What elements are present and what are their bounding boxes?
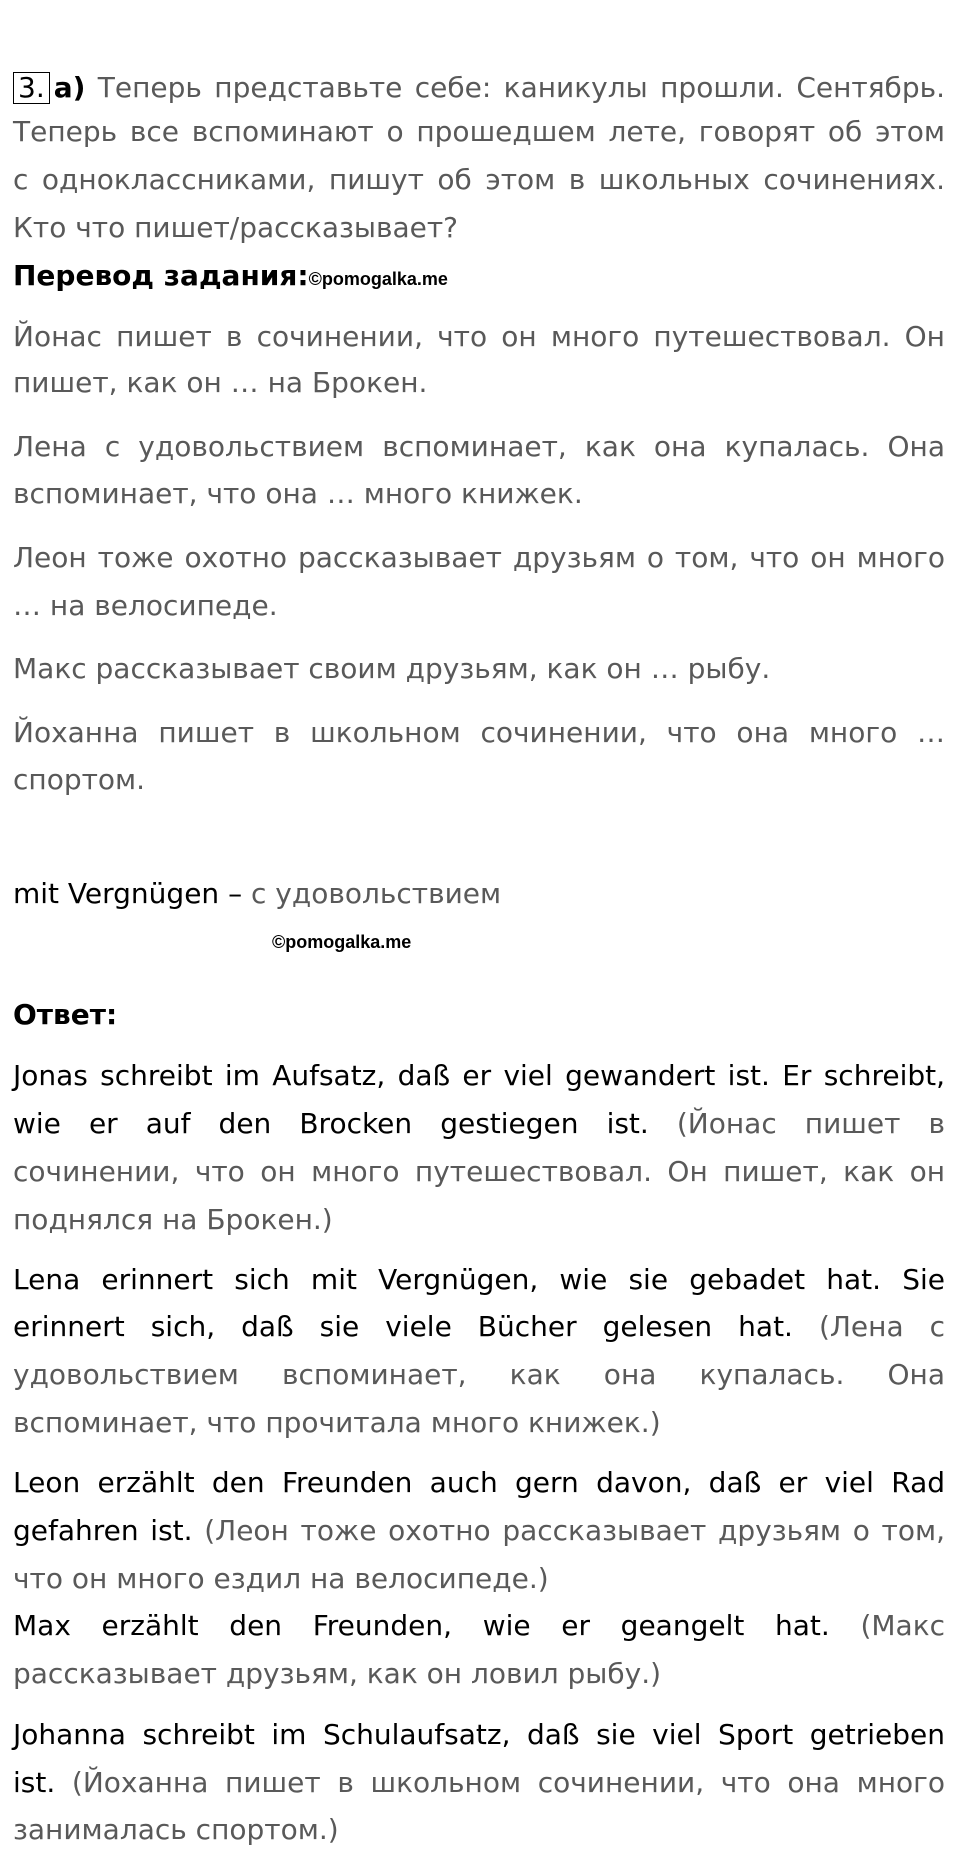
translation-line: спортом.	[13, 763, 146, 796]
answer-de-line: Lena erinnert sich mit Vergnügen, wie sie gebadet hat. Sie	[13, 1263, 945, 1296]
answer-de-line: Johanna schreibt im Schulaufsatz, daß sie viel Sport getrieben	[13, 1718, 945, 1751]
answer-heading: Ответ:	[13, 998, 118, 1031]
answer-ru-line: сочинении, что он много путешествовал. Он пишет, как он	[13, 1155, 945, 1188]
translation-line: Макс рассказывает своим друзьям, как он … рыбу.	[13, 652, 771, 685]
answer-ru-line: рассказывает друзьям, как он ловил рыбу.)	[13, 1657, 662, 1690]
translation-heading-row	[13, 259, 945, 296]
answer-de-line: wie er auf den Brocken gestiegen ist. (Йонас пишет в	[13, 1107, 945, 1140]
answer-ru-line: вспоминает, что прочитала много книжек.)	[13, 1406, 661, 1439]
vocab-meaning: с удовольствием	[250, 877, 502, 910]
answer-ru-line: удовольствием вспоминает, как она купалась. Она	[13, 1358, 945, 1391]
answer-de-line: gefahren ist. (Леон тоже охотно рассказывает друзьям о том,	[13, 1514, 945, 1547]
task-line-2: Теперь все вспоминают о прошедшем лете, говорят об этом	[13, 115, 945, 148]
translation-line: Леон тоже охотно рассказывает друзьям о том, что он много	[13, 541, 945, 574]
watermark: ©pomogalka.me	[272, 932, 412, 952]
answer-de-line: erinnert sich, daß sie viele Bücher gelesen hat. (Лена с	[13, 1310, 945, 1343]
translation-line: Лена с удовольствием вспоминает, как она купалась. Она	[13, 430, 945, 463]
translation-line: Йонас пишет в сочинении, что он много путешествовал. Он	[13, 320, 945, 353]
vocab-term: mit Vergnügen –	[13, 877, 243, 910]
answer-ru-line: занималась спортом.)	[13, 1813, 339, 1846]
translation-line: … на велосипеде.	[13, 589, 278, 622]
translation-line: Йоханна пишет в школьном сочинении, что она много …	[13, 716, 945, 749]
task-line-3: с одноклассниками, пишут об этом в школьных сочинениях.	[13, 163, 945, 196]
task-number: 3.	[13, 72, 50, 104]
translation-line: вспоминает, что она … много книжек.	[13, 477, 583, 510]
task-part: а)	[53, 71, 86, 104]
watermark: ©pomogalka.me	[308, 269, 448, 289]
answer-de-line: ist. (Йоханна пишет в школьном сочинении, что она много	[13, 1766, 945, 1799]
answer-de-line: Max erzählt den Freunden, wie er geangelt hat. (Макс	[13, 1609, 946, 1642]
translation-heading: Перевод задания:	[13, 259, 309, 292]
answer-ru-line: что он много ездил на велосипеде.)	[13, 1562, 549, 1595]
task-line-4: Кто что пишет/рассказывает?	[13, 211, 459, 244]
answer-de-line: Leon erzählt den Freunden auch gern davon, daß er viel Rad	[13, 1466, 945, 1499]
vocab-row	[13, 877, 945, 911]
answer-de-line: Jonas schreibt im Aufsatz, daß er viel gewandert ist. Er schreibt,	[13, 1059, 945, 1092]
translation-line: пишет, как он … на Брокен.	[13, 366, 428, 399]
answer-ru-line: поднялся на Брокен.)	[13, 1203, 333, 1236]
task-line-1: 3. а) Теперь представьте себе: каникулы прошли. Сентябрь.	[13, 71, 945, 105]
